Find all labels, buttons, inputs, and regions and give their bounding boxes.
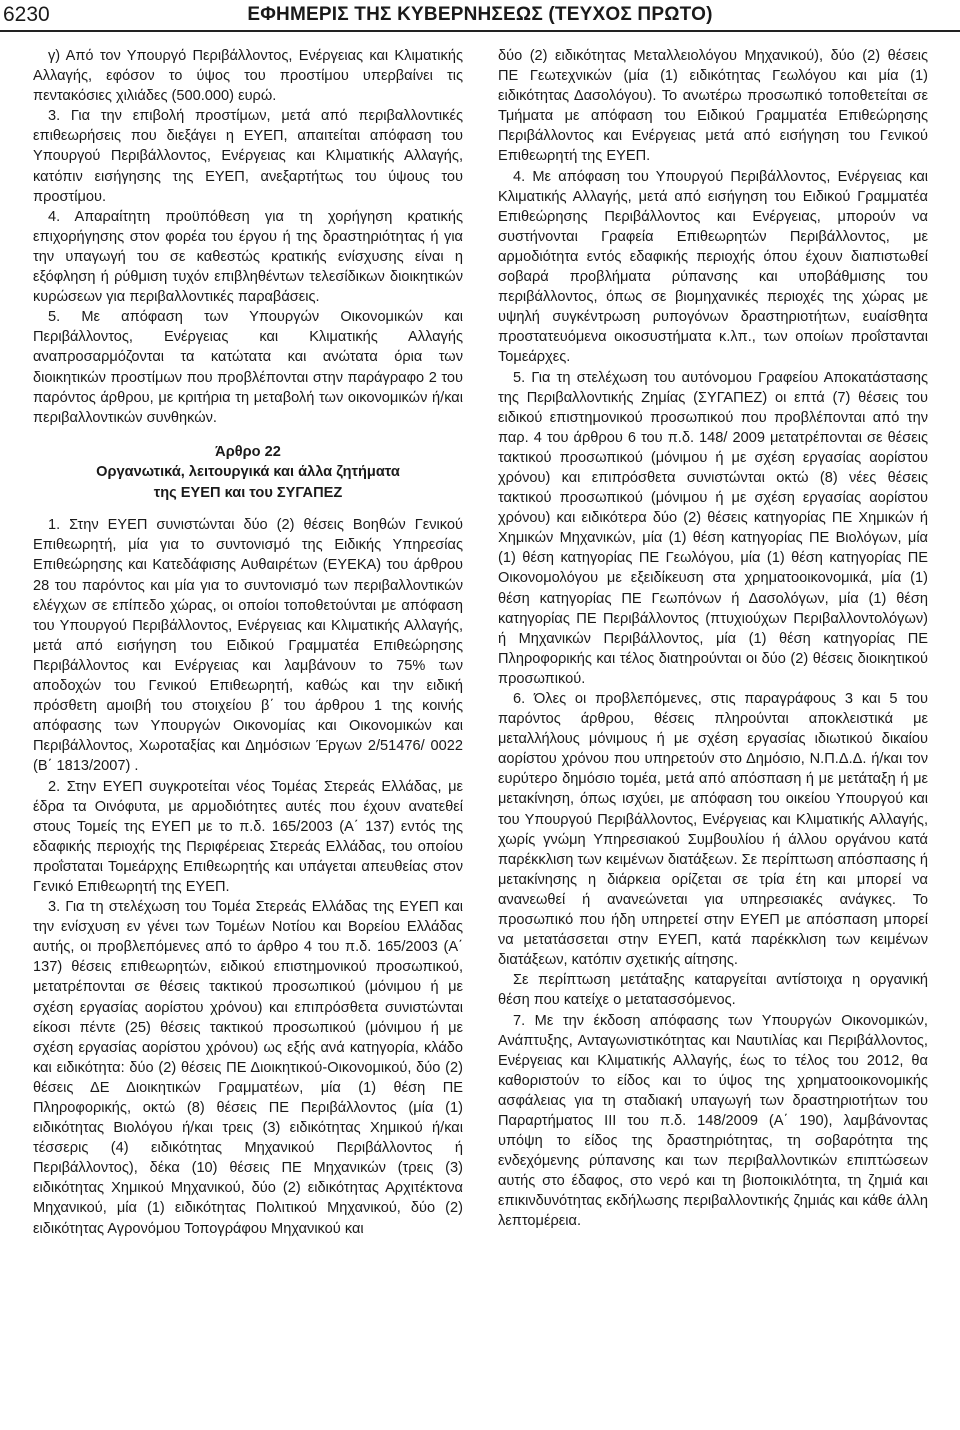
paragraph: 6. Όλες οι προβλεπόμενες, στις παραγράφους 3 και 5 του παρόντος άρθρου, θέσεις πληρούνται αποκλειστικά με μεταλλήλους μόνιμους ή με σχέση εργασίας ιδιωτικού δικαίου αορίστου χρόνου που υπηρετούν στο Δημόσιο, Ν.Π.Δ.Δ. ή/και τον ευρύτερο δημόσιο τομέα, μετά από απόσπαση ή με μετάταξη ή με μετακίνηση, όπως ισχύει, με απόφαση του οικείου Υπουργού και του Υπουργού Περιβάλλοντος, Ενέργειας και Κλιματικής Αλλαγής, χωρίς γνώμη Υπηρεσιακού Συμβουλίου ή άλλου οργάνου κατά παρέκκλιση των κειμένων διατάξεων. Σε περίπτωση απόσπασης ή μετακίνησης η διάρκεια ορίζεται σε τρία έτη και μπορεί να ανανεωθεί ή ανανεώνεται για υπηρεσιακές ανάγκες. Το προσωπικό που ήδη υπηρετεί στην ΕΥΕΠ με απόσπαση μπορεί να μετατάσσεται στην ΕΥΕΠ, κατά παρέκκλιση των κειμένων διατάξεων, κατόπιν σχετικής αίτησης. <box>498 691 928 969</box>
paragraph: 7. Με την έκδοση απόφασης των Υπουργών Οικονομικών, Ανάπτυξης, Ανταγωνιστικότητας και Ναυτιλίας και Περιβάλλοντος, Ενέργειας και Κλιματικής Αλλαγής, έως το τέλος του 2012, θα καθοριστούν το είδος και το ύψος της χρηματοοικονομικής ασφάλειας για τη σταδιακή υπαγωγή των δραστηριοτήτων του Παραρτήματος III του π.δ. 148/2009 (Α΄ 190), λαμβάνοντας υπόψη το είδος της δραστηριότητας, τη σοβαρότητα της ενδεχόμενης ρύπανσης και των περιβαλλοντικών επιπτώσεων αυτής στο έδαφος, στο νερό και τη βιοποικιλότητα, τη ζημιά και επικινδυνότητας εκδήλωσης περιβαλλοντικής ζημιάς και κάθε άλλη λεπτομέρεια. <box>498 1012 928 1230</box>
article-title-line-2: της ΕΥΕΠ και του ΣΥΓΑΠΕΖ <box>153 484 343 501</box>
gazette-title: ΕΦΗΜΕΡΙΣ ΤΗΣ ΚΥΒΕΡΝΗΣΕΩΣ (ΤΕΥΧΟΣ ΠΡΩΤΟ) <box>247 4 713 25</box>
paragraph: 3. Για την επιβολή προστίμων, μετά από περιβαλλοντικές επιθεωρήσεις που διεξάγει η ΕΥΕΠ, απαιτείται απόφαση του Υπουργού Περιβάλλοντος, Ενέργειας και Κλιματικής Αλλαγής, κατόπιν εισήγησης της ΕΥΕΠ, ανεξαρτήτως του ύψους του προστίμου. <box>33 108 463 205</box>
paragraph: 3. Για τη στελέχωση του Τομέα Στερεάς Ελλάδας της ΕΥΕΠ και την ενίσχυση εν γένει των Τομέων Νοτίου και Βορείου Ελλάδας αυτής, οι προβλεπόμενες από το άρθρο 4 του π.δ. 165/2003 (Α΄ 137) θέσεις επιθεωρητών, ειδικού επιστημονικού προσωπικού, μετατρέπονται σε θέσεις τακτικού προσωπικού (μόνιμου ή με σχέση εργασίας αορίστου χρόνου) και επιπρόσθετα συνιστώνται είκοσι πέντε (25) θέσεις τακτικού προσωπικού (μόνιμου ή με σχέση εργασίας αορίστου χρόνου) ως εξής ανά κατηγορία, κλάδο και ειδικότητα: δύο (2) θέσεις ΠΕ Διοικητικού-Οικονομικού, δύο (2) θέσεις ΔΕ Διοικητικών Γραμματέων, μία (1) θέση ΠΕ Πληροφορικής, οκτώ (8) θέσεις ΠΕ Περιβάλλοντος (μία (1) ειδικότητας Βιολόγου ή/και τρεις (3) ειδικότητας Χημικού ή/και τέσσερις (4) ειδικότητας Μηχανικού Περιβάλλοντος ή Περιβάλλοντος), δέκα (10) θέσεις ΠΕ Μηχανικών (τρεις (3) ειδικότητας Χημικού Μηχανικού, δύο (2) ειδικότητας Αρχιτέκτονα Μηχανικού, μία (1) ειδικότητας Πολιτικού Μηχανικού, δύο (2) ειδικότητας Αγρονόμου Τοπογράφου Μηχανικού και <box>33 899 463 1237</box>
article-heading <box>33 442 463 504</box>
header-rule <box>0 30 960 32</box>
article-number: Άρθρο 22 <box>215 443 281 460</box>
paragraph: 4. Απαραίτητη προϋπόθεση για τη χορήγηση κρατικής επιχορήγησης στον φορέα του έργου ή της δραστηριότητας ή για την υπαγωγή του σε καθεστώς κρατικής ενίσχυσης είναι η εξόφληση ή ρύθμιση τυχόν επιβληθέντων τελεσίδικων διοικητικών κυρώσεων για περιβαλλοντικές παραβάσεις. <box>33 208 463 306</box>
paragraph: δύο (2) ειδικότητας Μεταλλειολόγου Μηχανικού), δύο (2) θέσεις ΠΕ Γεωτεχνικών (μία (1) ειδικότητας Γεωλόγου και μία (1) ειδικότητας Δασολόγου). Το ανωτέρω προσωπικό τοποθετείται σε Τμήματα με απόφαση του Ειδικού Γραμματέα Επιθεώρησης Περιβάλλοντος και Ενέργειας μετά από εισήγηση του Γενικού Επιθεωρητή της ΕΥΕΠ. <box>498 48 928 165</box>
page-header <box>0 0 960 34</box>
paragraph: γ) Από τον Υπουργό Περιβάλλοντος, Ενέργειας και Κλιματικής Αλλαγής, εφόσον το ύψος του προστίμου υπερβαίνει τις πεντακόσιες χιλιάδες (500.000) ευρώ. <box>33 48 463 105</box>
paragraph: Σε περίπτωση μετάταξης καταργείται αντίστοιχα η οργανική θέση που κατείχε ο μετατασσόμενος. <box>498 972 928 1009</box>
paragraph: 4. Με απόφαση του Υπουργού Περιβάλλοντος, Ενέργειας και Κλιματικής Αλλαγής, μετά από εισήγηση του Ειδικού Γραμματέα Επιθεώρησης Περιβάλλοντος και Ενέργειας, μπορούν να συστήνονται Γραφεία Επιθεωρητών Περιβάλλοντος, με αρμοδιότητα εντός εδαφικής περιοχής όπου έχουν διαπιστωθεί σοβαρά προβλήματα ρύπανσης και υποβάθμισης του περιβάλλοντος, όπως σε βιομηχανικές περιοχές της χώρας με υψηλή συγκέντρωση ρυπογόνων δραστηριοτήτων, ευαίσθητα προστατευόμενα οικοσυστήματα κ.λπ., των οποίων προΐστανται Τομεάρχες. <box>498 168 928 366</box>
paragraph: 5. Για τη στελέχωση του αυτόνομου Γραφείου Αποκατάστασης της Περιβαλλοντικής Ζημίας (ΣΥΓΑΠΕΖ) οι επτά (7) θέσεις του ειδικού επιστημονικού προσωπικού που προβλέπονται από την παρ. 4 του άρθρου 6 του π.δ. 148/ 2009 μετατρέπονται σε θέσεις τακτικού προσωπικού (μόνιμου ή με σχέση εργασίας αορίστου χρόνου) και επιπρόσθετα συνιστώνται οκτώ (8) νέες θέσεις τακτικού προσωπικού (μόνιμου ή με σχέση εργασίας αορίστου χρόνου) και ειδικότερα δύο (2) θέσεις κατηγορίας ΠΕ Χημικών ή Χημικών Μηχανικών, μία (1) θέση κατηγορίας ΠΕ Βιολόγων, μία (1) θέση κατηγορίας ΠΕ Γεωλόγου, μία (1) θέση κατηγορίας ΠΕ Οικονομολόγου με εξειδίκευση στα χρηματοοικονομικά, μία (1) θέση κατηγορίας ΠΕ Γεωπόνων ή Δασολόγων, μία (1) θέση κατηγορίας ΠΕ Περιβάλλοντος (πτυχιούχων Περιβαλλοντολόγων) ή Μηχανικών Περιβάλλοντος, μία (1) θέση κατηγορίας ΠΕ Πληροφορικής και τέλος διατηρούνται οι δύο (2) θέσεις διοικητικού προσωπικού. <box>498 369 928 687</box>
paragraph: 1. Στην ΕΥΕΠ συνιστώνται δύο (2) θέσεις Βοηθών Γενικού Επιθεωρητή, μία για το συντονισμό της Ειδικής Υπηρεσίας Επιθεώρησης και Κατεδάφισης Αυθαιρέτων (ΕΥΕΚΑ) του άρθρου 28 του παρόντος και μία για το συντονισμό των περιβαλλοντικών ελέγχων σε επίπεδο χώρας, οι οποίοι τοποθετούνται με απόφαση του Υπουργού Περιβάλλοντος, Ενέργειας και Κλιματικής Αλλαγής, μετά από εισήγηση του Ειδικού Γραμματέα Επιθεώρησης Περιβάλλοντος και Ενέργειας και λαμβάνουν το 75% των αποδοχών του Γενικού Επιθεωρητή, καθώς και την ειδική πρόσθετη αμοιβή του στοιχείου β΄ του άρθρου 1 της κοινής απόφασης των Υπουργών Οικονομίας και Οικονομικών και Περιβάλλοντος, Χωροταξίας και Δημόσιων Έργων 2/51476/ 0022 (Β΄ 1813/2007) . <box>33 517 463 775</box>
article-title-line-1: Οργανωτικά, λειτουργικά και άλλα ζητήματα <box>96 464 400 481</box>
left-column <box>33 46 463 1239</box>
paragraph: 5. Με απόφαση των Υπουργών Οικονομικών και Περιβάλλοντος, Ενέργειας και Κλιματικής Αλλαγής αναπροσαρμόζονται τα κατώτατα και ανώτατα όρια των διοικητικών προστίμων που προβλέπονται στην παράγραφο 2 του παρόντος άρθρου, με κριτήρια τη μεταβολή των οικονομικών ή/και περιβαλλοντικών συνθηκών. <box>33 309 463 426</box>
page-number: 6230 <box>3 3 50 26</box>
paragraph: 2. Στην ΕΥΕΠ συγκροτείται νέος Τομέας Στερεάς Ελλάδας, με έδρα τα Οινόφυτα, με αρμοδιότητες αυτές που έχουν ανατεθεί στους Τομείς της ΕΥΕΠ με το π.δ. 165/2003 (Α΄ 137) εντός της εδαφικής περιοχής της Περιφέρειας Στερεάς Ελλάδας, του οποίου προΐσταται Τομεάρχης Επιθεωρητής και υπάγεται απευθείας στον Γενικό Επιθεωρητή της ΕΥΕΠ. <box>33 778 463 895</box>
right-column <box>498 46 928 1232</box>
